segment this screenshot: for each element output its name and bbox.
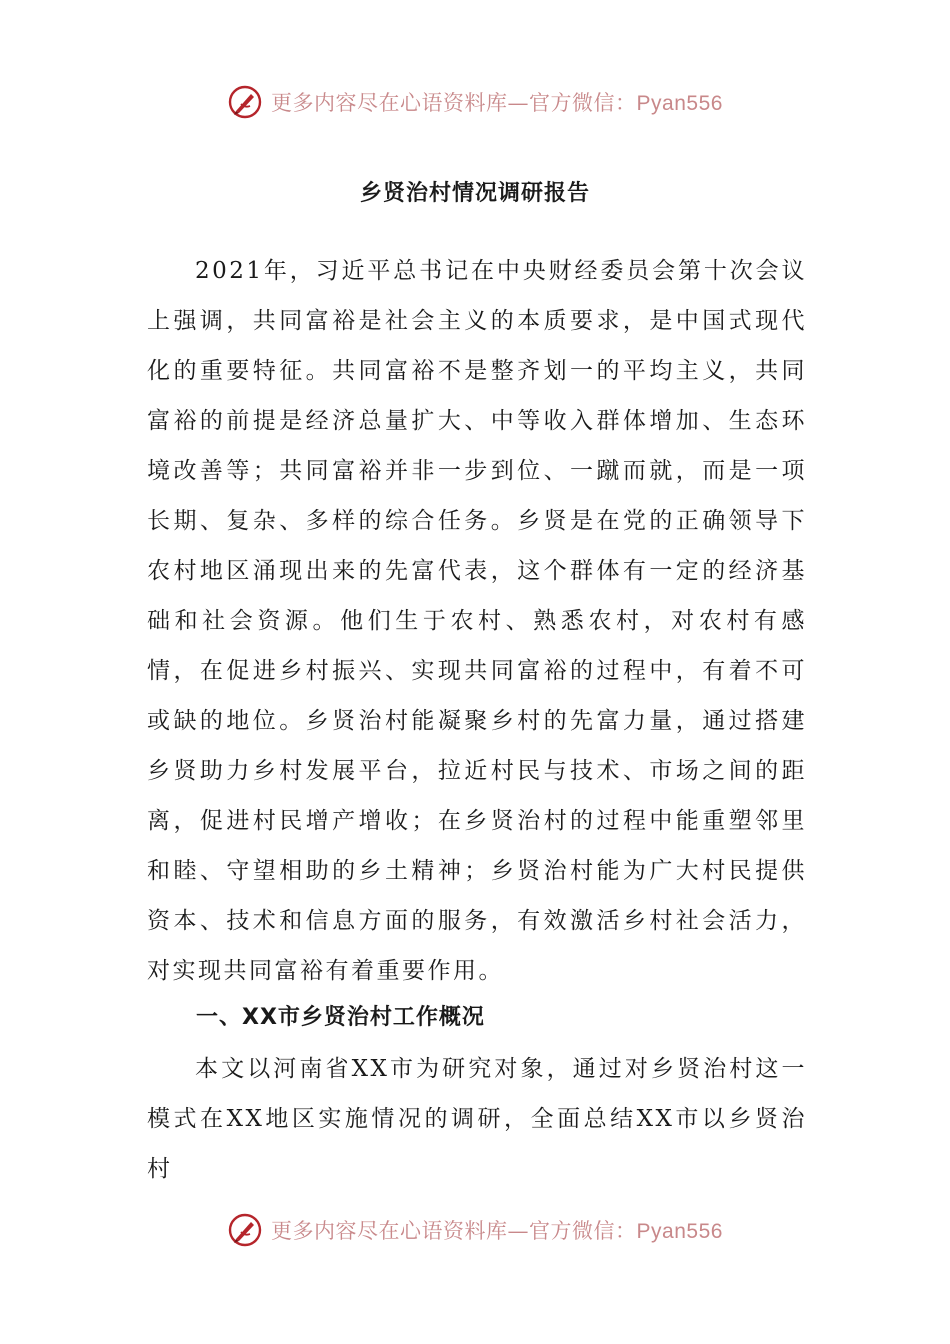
watermark-text: 更多内容尽在心语资料库—官方微信：Pyan556	[271, 1219, 723, 1243]
body-paragraph-1: 2021年，习近平总书记在中央财经委员会第十次会议上强调，共同富裕是社会主义的本质要求，是中国式现代化的重要特征。共同富裕不是整齐划一的平均主义，共同富裕的前提是经济总量扩大、中等收入群体增加、生态环境改善等；共同富裕并非一步到位、一蹴而就，而是一项长期、复杂、多样的综合任务。乡贤是在党的正确领导下农村地区涌现出来的先富代表，这个群体有一定的经济基础和社会资源。他们生于农村、熟悉农村，对农村有感情，在促进乡村振兴、实现共同富裕的过程中，有着不可或缺的地位。乡贤治村能凝聚乡村的先富力量，通过搭建乡贤助力乡村发展平台，拉近村民与技术、市场之间的距离，促进村民增产增收；在乡贤治村的过程中能重塑邻里和睦、守望相助的乡土精神；乡贤治村能为广大村民提供资本、技术和信息方面的服务，有效激活乡村社会活力，对实现共同富裕有着重要作用。	[147, 258, 807, 984]
pen-logo-icon	[227, 1212, 263, 1248]
document-title: 乡贤治村情况调研报告	[359, 181, 590, 206]
footer-watermark-banner	[0, 1208, 950, 1252]
section-heading-1: 一、XX市乡贤治村工作概况	[196, 1005, 485, 1030]
header-watermark-banner	[0, 80, 950, 124]
wechat-id: Pyan556	[636, 92, 723, 115]
watermark-text: 更多内容尽在心语资料库—官方微信：Pyan556	[271, 91, 723, 115]
wechat-id: Pyan556	[636, 1220, 723, 1243]
body-paragraph-2: 本文以河南省XX市为研究对象，通过对乡贤治村这一模式在XX地区实施情况的调研，全面总结XX市以乡贤治村	[147, 1056, 807, 1182]
pen-logo-icon	[227, 84, 263, 120]
